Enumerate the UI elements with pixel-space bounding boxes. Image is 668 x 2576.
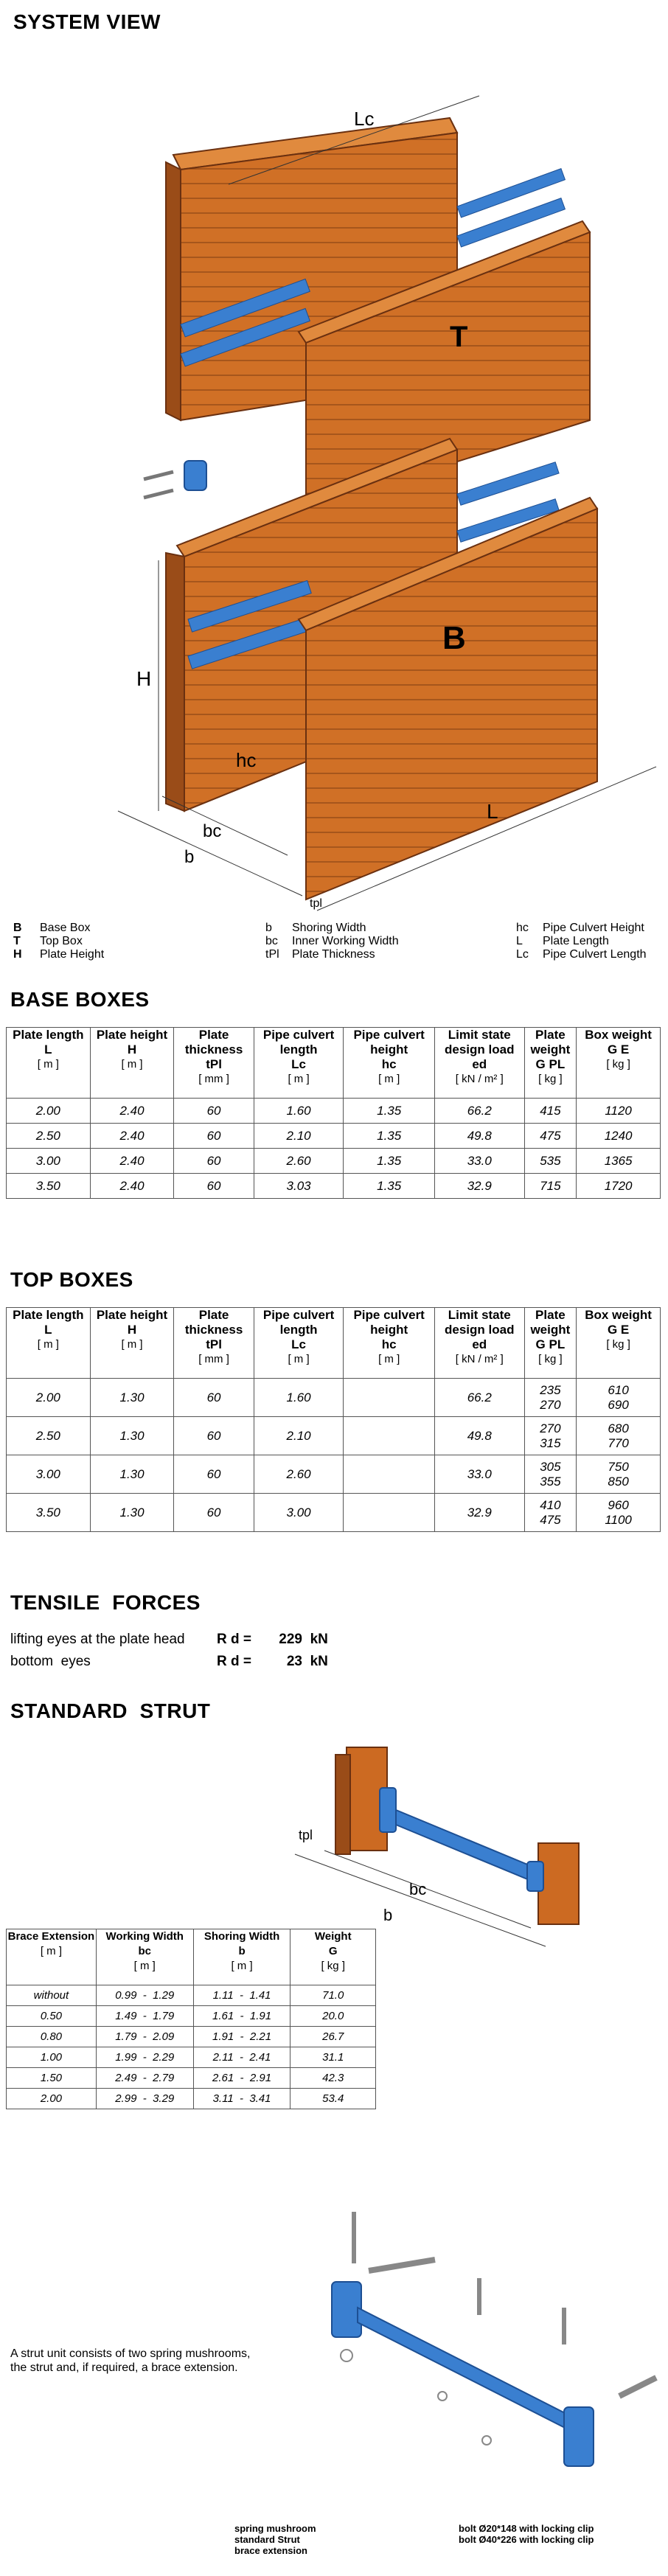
col-header: Plate weight G PL [ kg ]	[524, 1308, 577, 1379]
col-header: Plate thickness tPl [ mm ]	[174, 1028, 254, 1099]
col-header: Box weight G E [ kg ]	[577, 1308, 661, 1379]
system-view-title: SYSTEM VIEW	[13, 10, 161, 33]
label-b-box: B	[442, 620, 466, 656]
label-tpl: tpl	[310, 897, 322, 910]
col-header: Plate height H [ m ]	[90, 1308, 174, 1379]
label-bc: bc	[203, 821, 222, 841]
system-view-drawing	[0, 37, 668, 922]
col-header: Pipe culvert length Lc [ m ]	[254, 1028, 344, 1099]
label-lc: Lc	[354, 108, 375, 130]
col-header: Pipe culvert height hc [ m ]	[344, 1308, 435, 1379]
col-header: Box weight G E [ kg ]	[577, 1028, 661, 1099]
strut-unit-drawing	[265, 2197, 664, 2514]
col-header: Plate weight G PL [ kg ]	[524, 1028, 577, 1099]
col-header: Working Width bc [ m ]	[96, 1929, 193, 1985]
col-header: Weight G [ kg ]	[290, 1929, 376, 1985]
col-header: Plate height H [ m ]	[90, 1028, 174, 1099]
strut-label-b: b	[383, 1906, 393, 1924]
legend-col-1: B Base Box T Top Box H Plate Height	[13, 922, 105, 961]
table-row: 3.50 1.30 60 3.00 32.9 410 475 960 1100	[7, 1494, 661, 1532]
label-l: L	[487, 800, 498, 823]
col-header: Plate length L [ m ]	[7, 1028, 91, 1099]
standard-strut-drawing	[265, 1725, 664, 1954]
parts-list-left: spring mushroom standard Strut brace extension	[234, 2523, 316, 2556]
table-row: 0.80 1.79 - 2.09 1.91 - 2.21 26.7	[7, 2027, 376, 2047]
table-row: 3.50 2.40 60 3.03 1.35 32.9 715 1720	[7, 1174, 661, 1199]
table-row: 2.00 2.99 - 3.29 3.11 - 3.41 53.4	[7, 2089, 376, 2109]
label-b: b	[184, 847, 195, 867]
table-row: 2.50 2.40 60 2.10 1.35 49.8 475 1240	[7, 1124, 661, 1149]
tensile-forces-title: TENSILE FORCES	[10, 1591, 201, 1614]
table-row: 2.00 2.40 60 1.60 1.35 66.2 415 1120	[7, 1099, 661, 1124]
table-row: 0.50 1.49 - 1.79 1.61 - 1.91 20.0	[7, 2006, 376, 2027]
col-header: Pipe culvert height hc [ m ]	[344, 1028, 435, 1099]
tensile-row-2: bottom eyes R d = 23 kN	[10, 1654, 328, 1669]
parts-list-right: bolt Ø20*148 with locking clip bolt Ø40*226 with locking clip	[459, 2523, 594, 2545]
standard-strut-table	[6, 1929, 376, 2109]
col-header: Brace Extension [ m ]	[7, 1929, 97, 1985]
base-boxes-table	[6, 1027, 661, 1199]
table-row: 1.00 1.99 - 2.29 2.11 - 2.41 31.1	[7, 2047, 376, 2068]
col-header: Plate thickness tPl [ mm ]	[174, 1308, 254, 1379]
label-h: H	[136, 667, 152, 690]
table-row: without 0.99 - 1.29 1.11 - 1.41 71.0	[7, 1985, 376, 2006]
col-header: Limit state design load ed [ kN / m² ]	[434, 1028, 524, 1099]
table-row: 3.00 1.30 60 2.60 33.0 305 355 750 850	[7, 1455, 661, 1494]
col-header: Pipe culvert length Lc [ m ]	[254, 1308, 344, 1379]
table-row: 2.00 1.30 60 1.60 66.2 235 270 610 690	[7, 1379, 661, 1417]
standard-strut-title: STANDARD STRUT	[10, 1699, 211, 1722]
strut-label-bc: bc	[409, 1880, 427, 1898]
legend-col-3: hc Pipe Culvert Height L Plate Length Lc Pipe Culvert Length	[516, 922, 647, 961]
col-header: Limit state design load ed [ kN / m² ]	[434, 1308, 524, 1379]
strut-unit-description: A strut unit consists of two spring mushrooms, the strut and, if required, a brace extension.	[10, 2347, 251, 2374]
table-row: 3.00 2.40 60 2.60 1.35 33.0 535 1365	[7, 1149, 661, 1174]
strut-label-tpl: tpl	[299, 1828, 313, 1842]
legend-col-2: b Shoring Width bc Inner Working Width tPl Plate Thickness	[265, 922, 399, 961]
top-boxes-title: TOP BOXES	[10, 1268, 133, 1291]
col-header: Shoring Width b [ m ]	[193, 1929, 290, 1985]
label-hc: hc	[236, 749, 257, 771]
table-row: 1.50 2.49 - 2.79 2.61 - 2.91 42.3	[7, 2068, 376, 2089]
tensile-row-1: lifting eyes at the plate head R d = 229 kN	[10, 1632, 328, 1647]
label-t: T	[450, 321, 468, 353]
top-boxes-table	[6, 1307, 661, 1532]
base-boxes-title: BASE BOXES	[10, 988, 150, 1011]
col-header: Plate length L [ m ]	[7, 1308, 91, 1379]
table-row: 2.50 1.30 60 2.10 49.8 270 315 680 770	[7, 1417, 661, 1455]
